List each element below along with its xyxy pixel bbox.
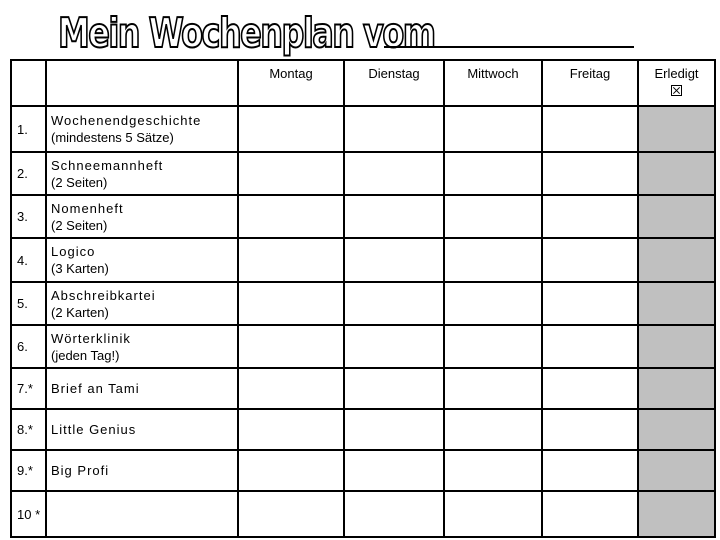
task-name: Wörterklinik [51,330,131,346]
cell-erledigt[interactable] [638,282,715,325]
cell-mittwoch[interactable] [444,409,542,450]
cell-mittwoch[interactable] [444,491,542,537]
task-row [11,152,715,195]
cell-erledigt[interactable] [638,368,715,409]
task-row [11,409,715,450]
cell-freitag[interactable] [542,152,638,195]
cell-dienstag[interactable] [344,195,444,238]
task-row [11,106,715,152]
worksheet-title: Mein Wochenplan vom [58,9,435,57]
task-name: Brief an Tami [51,381,140,396]
row-number: 3. [11,195,46,238]
cell-erledigt[interactable] [638,409,715,450]
cell-freitag[interactable] [542,409,638,450]
cell-montag[interactable] [238,152,344,195]
cell-mittwoch[interactable] [444,368,542,409]
cell-erledigt[interactable] [638,238,715,282]
cell-erledigt[interactable] [638,325,715,368]
cell-freitag[interactable] [542,325,638,368]
cell-montag[interactable] [238,450,344,491]
task-row [11,325,715,368]
cell-freitag[interactable] [542,368,638,409]
row-number: 6. [11,325,46,368]
cell-mittwoch[interactable] [444,195,542,238]
header-erledigt-label: Erledigt [654,66,699,81]
cell-mittwoch[interactable] [444,450,542,491]
cell-montag[interactable] [238,282,344,325]
cell-mittwoch[interactable] [444,282,542,325]
header-erledigt [638,60,715,106]
task-row [11,195,715,238]
task-cell [46,152,238,195]
cell-freitag[interactable] [542,195,638,238]
task-detail: (2 Karten) [51,304,109,320]
row-number: 10 * [11,491,46,537]
task-row [11,491,715,537]
task-detail: (mindestens 5 Sätze) [51,130,174,145]
row-number: 5. [11,282,46,325]
row-number: 9.* [11,450,46,491]
row-number: 8.* [11,409,46,450]
task-cell [46,195,238,238]
task-cell [46,491,238,537]
cell-freitag[interactable] [542,238,638,282]
cell-dienstag[interactable] [344,325,444,368]
task-detail: (2 Seiten) [51,174,108,190]
cell-montag[interactable] [238,409,344,450]
cell-erledigt[interactable] [638,152,715,195]
task-name: Abschreibkartei [51,287,156,303]
cell-dienstag[interactable] [344,491,444,537]
task-detail: (2 Seiten) [51,217,108,233]
task-cell [46,409,238,450]
task-cell [46,282,238,325]
cell-dienstag[interactable] [344,450,444,491]
cell-freitag[interactable] [542,491,638,537]
row-number: 7.* [11,368,46,409]
cell-mittwoch[interactable] [444,325,542,368]
task-cell [46,238,238,282]
cell-dienstag[interactable] [344,368,444,409]
task-detail: (3 Karten) [51,261,109,276]
task-row [11,450,715,491]
crossed-box-icon [671,85,682,96]
cell-montag[interactable] [238,238,344,282]
task-detail: (jeden Tag!) [51,347,120,363]
cell-dienstag[interactable] [344,152,444,195]
task-name: Big Profi [51,463,110,478]
task-cell [46,106,238,152]
header-dienstag: Dienstag [344,60,444,106]
cell-erledigt[interactable] [638,195,715,238]
cell-montag[interactable] [238,195,344,238]
header-empty-num [11,60,46,106]
header-row [11,60,715,106]
row-number: 2. [11,152,46,195]
cell-freitag[interactable] [542,450,638,491]
date-blank-line [384,46,634,48]
task-name: Schneemannheft [51,157,164,173]
cell-montag[interactable] [238,368,344,409]
cell-dienstag[interactable] [344,409,444,450]
header-empty-task [46,60,238,106]
cell-montag[interactable] [238,106,344,152]
task-row [11,238,715,282]
task-row [11,282,715,325]
row-number: 1. [11,106,46,152]
task-cell [46,450,238,491]
cell-freitag[interactable] [542,106,638,152]
weekly-plan-table [10,59,716,538]
cell-dienstag[interactable] [344,238,444,282]
cell-dienstag[interactable] [344,282,444,325]
row-number: 4. [11,238,46,282]
cell-mittwoch[interactable] [444,152,542,195]
task-name: Wochenendgeschichte [51,113,202,128]
cell-montag[interactable] [238,491,344,537]
header-freitag: Freitag [542,60,638,106]
header-montag: Montag [238,60,344,106]
cell-erledigt[interactable] [638,106,715,152]
task-name: Little Genius [51,422,137,437]
task-cell [46,368,238,409]
header-mittwoch: Mittwoch [444,60,542,106]
cell-montag[interactable] [238,325,344,368]
cell-erledigt[interactable] [638,450,715,491]
task-name: Nomenheft [51,200,124,216]
cell-mittwoch[interactable] [444,238,542,282]
task-cell [46,325,238,368]
task-name: Logico [51,244,96,259]
cell-freitag[interactable] [542,282,638,325]
task-row [11,368,715,409]
cell-dienstag[interactable] [344,106,444,152]
cell-erledigt[interactable] [638,491,715,537]
cell-mittwoch[interactable] [444,106,542,152]
